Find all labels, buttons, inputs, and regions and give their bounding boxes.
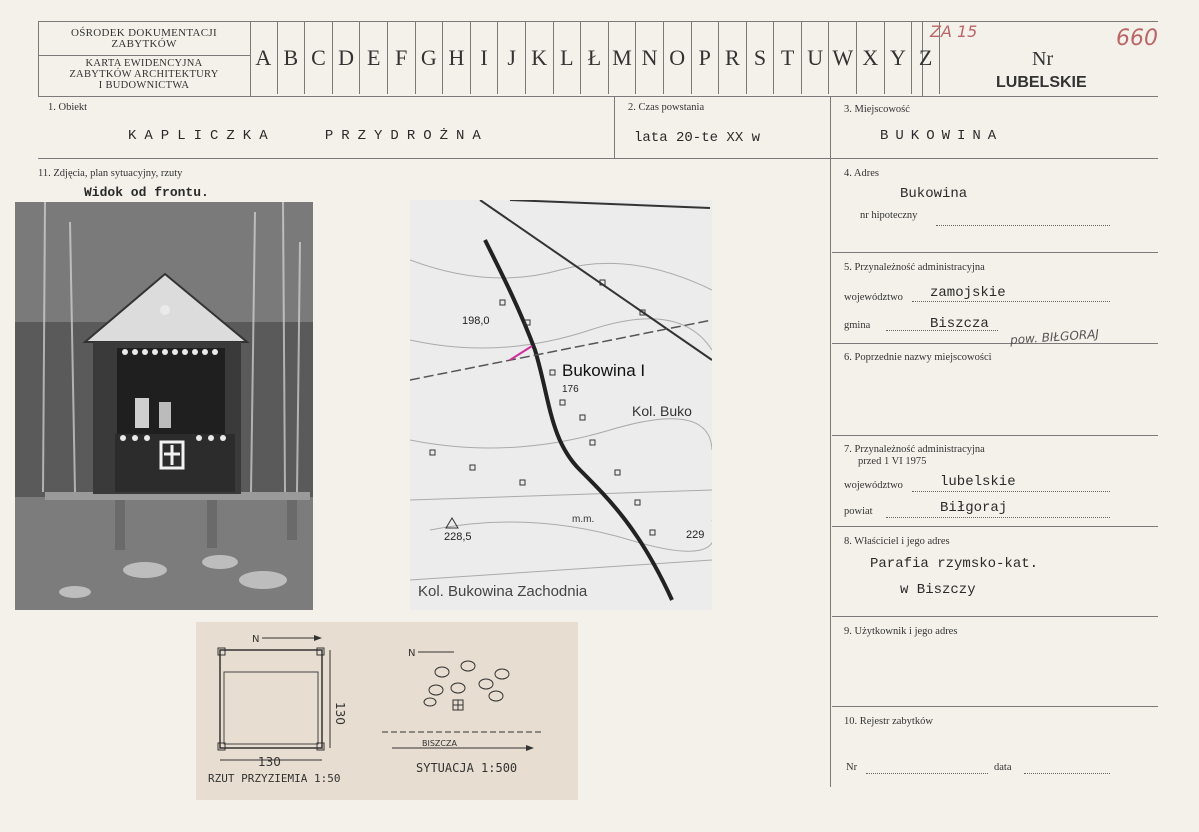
locality-value: BUKOWINA [880, 128, 1004, 144]
dimension-bottom: 130 [258, 755, 281, 769]
alphabet-letter: X [857, 22, 885, 94]
alphabet-letter: Z [912, 22, 940, 94]
owner-label: 8. Właściciel i jego adres [844, 536, 950, 547]
locality-label: 3. Miejscowość [844, 104, 910, 115]
object-label: 1. Obiekt [48, 102, 88, 113]
previous-names-label: 6. Poprzednie nazwy miejscowości [844, 352, 992, 363]
owner-line-1: Parafia rzymsko-kat. [870, 556, 1039, 572]
plan-sketch [196, 622, 578, 800]
card-type [40, 58, 248, 91]
north-arrow-label: N [408, 648, 416, 659]
alphabet-letter: G [416, 22, 444, 94]
alphabet-letter: T [774, 22, 802, 94]
alphabet-letter: N [636, 22, 664, 94]
date-label: 2. Czas powstania [628, 102, 705, 113]
alphabet-letter: M [609, 22, 637, 94]
map-place-label: Bukowina I [562, 361, 646, 380]
institution-line: ZABYTKÓW [111, 38, 177, 50]
alphabet-letter: W [829, 22, 857, 94]
address-label: 4. Adres [844, 168, 879, 179]
alphabet-index [250, 22, 940, 96]
owner-line-2: w Biszczy [900, 582, 976, 598]
map-colony-bottom: Kol. Bukowina Zachodnia [418, 583, 588, 600]
register-date-line [1024, 773, 1110, 774]
institution-line: OŚRODEK DOKUMENTACJI [71, 27, 217, 39]
mortgage-line [936, 225, 1110, 226]
alphabet-letter: P [692, 22, 720, 94]
map-elevation: 176 [562, 384, 579, 395]
dimension-side: 130 [333, 702, 347, 725]
powiat-label: powiat [844, 506, 873, 517]
object-value: KAPLICZKA PRZYDROŻNA [128, 128, 489, 144]
card-type-line: ZABYTKÓW ARCHITEKTURY [69, 69, 219, 80]
alphabet-letter: H [443, 22, 471, 94]
alphabet-letter: U [802, 22, 830, 94]
card-type-line: KARTA EWIDENCYJNA [85, 58, 203, 69]
register-nr-label: Nr [846, 762, 858, 773]
register-nr-line [866, 773, 988, 774]
situation-caption: SYTUACJA 1:500 [416, 761, 518, 775]
location-map [410, 200, 712, 610]
powiat-line [886, 517, 1110, 518]
north-arrow-label: N [252, 634, 260, 645]
map-colony-label: Kol. Buko [632, 403, 692, 419]
voivodeship-value: zamojskie [930, 285, 1006, 301]
address-value: Bukowina [900, 186, 968, 202]
alphabet-letter: K [526, 22, 554, 94]
alphabet-letter: O [664, 22, 692, 94]
voivodeship-before-value: lubelskie [940, 474, 1016, 490]
plan-caption: RZUT PRZYZIEMIA 1:50 [208, 772, 341, 785]
alphabet-letter: J [498, 22, 526, 94]
map-mm-label: m.m. [572, 514, 595, 525]
photo-caption: Widok od frontu. [84, 185, 209, 200]
map-elevation: 228,5 [444, 531, 472, 543]
alphabet-letter: I [471, 22, 499, 94]
handwritten-code: ZA 15 [930, 22, 978, 41]
nr-label: Nr [1032, 48, 1054, 70]
admin-before-label: 7. Przynależność administracyjna [844, 444, 985, 455]
user-label: 9. Użytkownik i jego adres [844, 626, 958, 637]
photos-label: 11. Zdjęcia, plan sytuacyjny, rzuty [38, 168, 183, 179]
institution-name [40, 28, 248, 50]
voivodeship-line [912, 301, 1110, 302]
voivodeship-before-line [912, 491, 1110, 492]
admin-label: 5. Przynależność administracyjna [844, 262, 985, 273]
alphabet-letter: Ł [581, 22, 609, 94]
region-label: LUBELSKIE [996, 74, 1087, 91]
shrine-photo [15, 202, 313, 610]
alphabet-letter: A [250, 22, 278, 94]
map-elevation: 198,0 [462, 315, 490, 327]
date-value: lata 20-te XX w [634, 130, 761, 146]
voivodeship-before-label: województwo [844, 480, 903, 491]
map-elevation: 229 [686, 529, 705, 541]
alphabet-letter: R [719, 22, 747, 94]
powiat-note: pow. BIŁGORAJ [1009, 326, 1100, 348]
gmina-value: Biszcza [930, 316, 989, 332]
alphabet-letter: D [333, 22, 361, 94]
alphabet-letter: L [554, 22, 582, 94]
gmina-label: gmina [844, 320, 871, 331]
alphabet-letter: E [360, 22, 388, 94]
gmina-line [886, 330, 998, 331]
voivodeship-label: województwo [844, 292, 903, 303]
admin-before-date: przed 1 VI 1975 [858, 456, 927, 467]
register-label: 10. Rejestr zabytków [844, 716, 933, 727]
powiat-value: Biłgoraj [940, 500, 1008, 516]
alphabet-letter: S [747, 22, 775, 94]
alphabet-letter: C [305, 22, 333, 94]
register-date-label: data [994, 762, 1012, 773]
handwritten-number: 660 [1116, 26, 1158, 51]
card-type-line: I BUDOWNICTWA [98, 80, 190, 91]
direction-label: BISZCZA [422, 739, 457, 748]
alphabet-letter: F [388, 22, 416, 94]
alphabet-letter: B [278, 22, 306, 94]
alphabet-letter: Y [885, 22, 913, 94]
mortgage-label: nr hipoteczny [860, 210, 918, 221]
